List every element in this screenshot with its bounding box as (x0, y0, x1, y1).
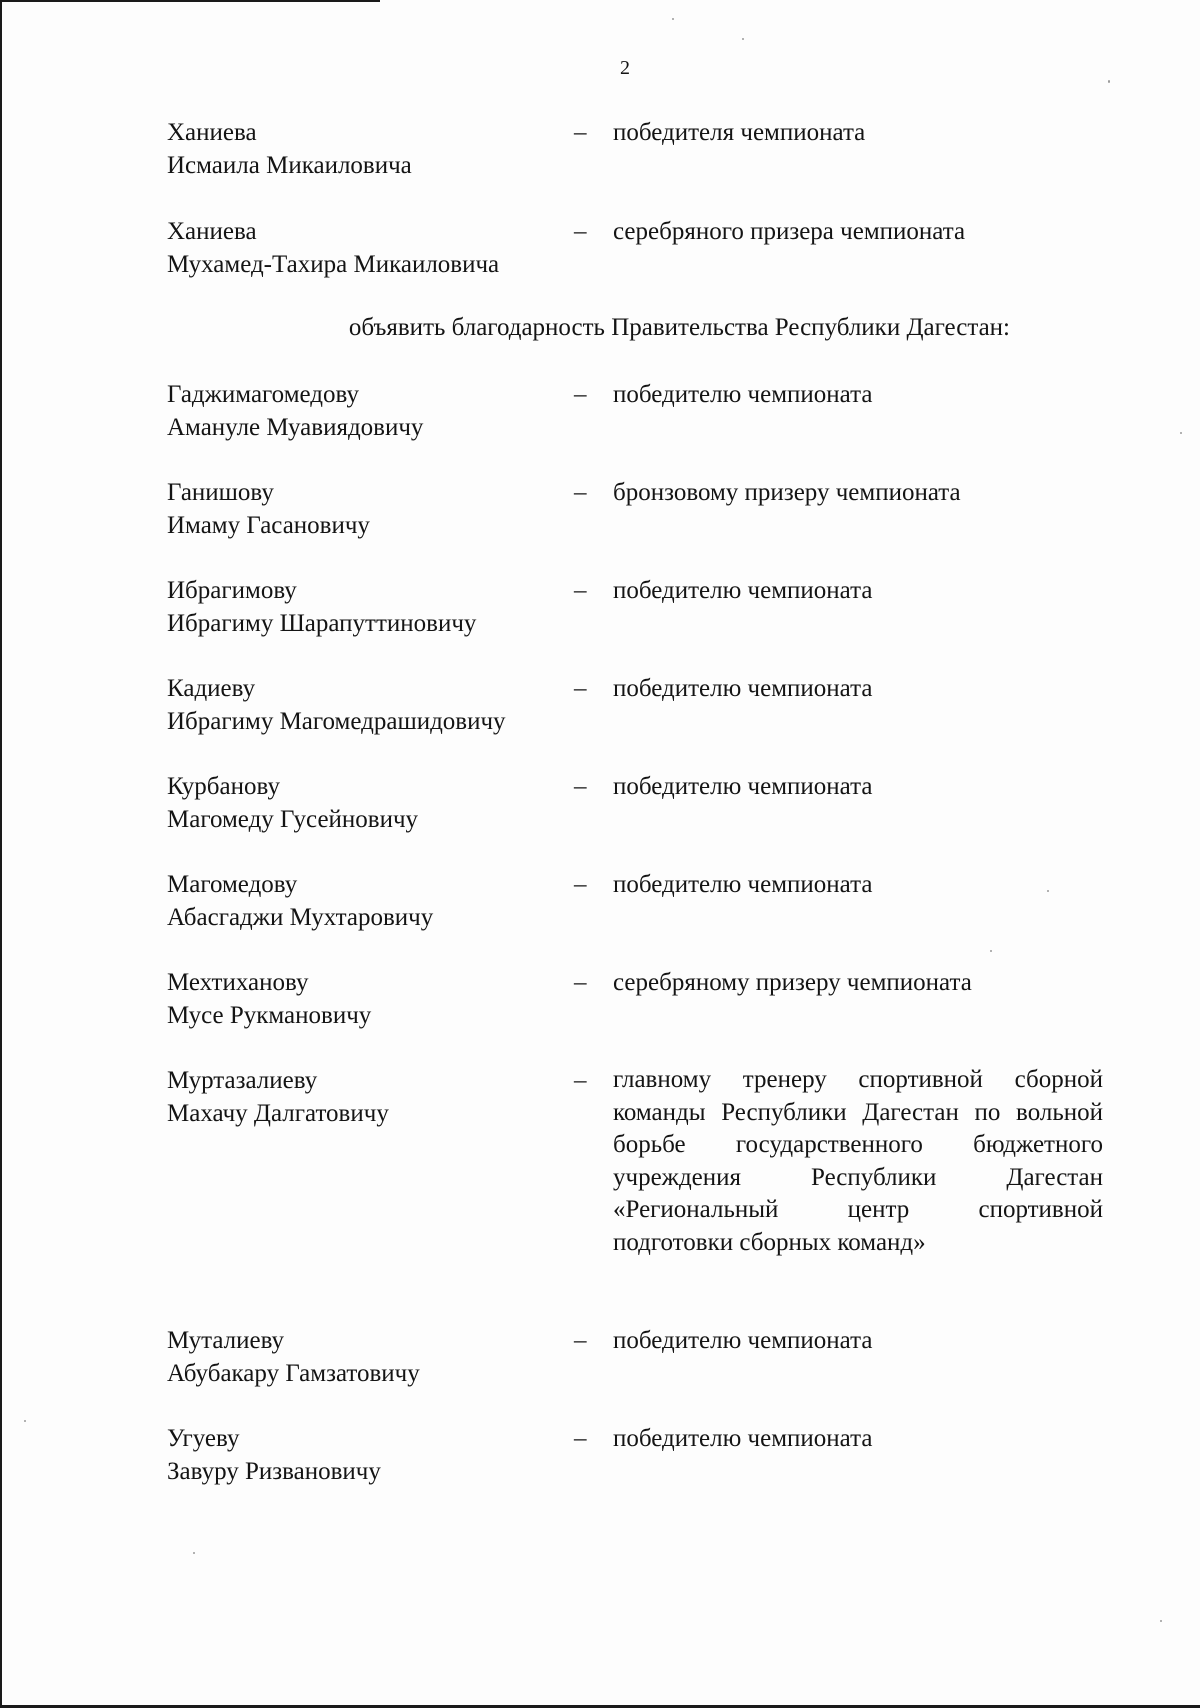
entry-dash: – (574, 119, 587, 146)
scan-speck (990, 950, 992, 952)
entry-dash: – (574, 577, 587, 604)
award-description: победителю чемпионата (613, 1425, 873, 1452)
recipient-given-name: Махачу Далгатовичу (167, 1100, 389, 1127)
entry-dash: – (574, 1067, 587, 1094)
recipient-given-name: Абубакару Гамзатовичу (167, 1360, 420, 1387)
recipient-given-name: Магомеду Гусейновичу (167, 806, 419, 833)
recipient-name (167, 868, 557, 934)
entry-dash: – (574, 773, 587, 800)
recipient-name (167, 476, 557, 542)
recipient-name (167, 378, 557, 444)
recipient-name (167, 672, 557, 738)
entry-dash: – (574, 381, 587, 408)
scan-speck (1108, 80, 1110, 83)
recipient-given-name: Амануле Муавиядовичу (167, 414, 424, 441)
recipient-given-name: Ибрагиму Шарапуттиновичу (167, 610, 477, 637)
recipient-surname: Ганишову (167, 479, 274, 506)
scan-speck (24, 1420, 26, 1422)
recipient-surname: Муталиеву (167, 1327, 285, 1354)
scan-speck (193, 1552, 195, 1554)
scan-speck (672, 18, 674, 20)
award-description: победителю чемпионата (613, 675, 873, 702)
recipient-given-name: Исмаила Микаиловича (167, 152, 412, 179)
recipient-surname: Магомедову (167, 871, 298, 898)
scan-speck (1160, 1620, 1162, 1622)
award-description: победителю чемпионата (613, 381, 873, 408)
recipient-surname: Муртазалиеву (167, 1067, 318, 1094)
recipient-surname: Мехтиханову (167, 969, 309, 996)
recipient-surname: Ибрагимову (167, 577, 297, 604)
scan-speck (1047, 890, 1049, 892)
scan-speck (742, 38, 744, 40)
award-description: победителю чемпионата (613, 773, 873, 800)
page-number: 2 (620, 57, 630, 79)
recipient-name (167, 1324, 557, 1390)
recipient-surname: Ханиева (167, 218, 257, 245)
recipient-given-name: Ибрагиму Магомедрашидовичу (167, 708, 506, 735)
recipient-given-name: Завуру Ризвановичу (167, 1458, 381, 1485)
entry-dash: – (574, 1425, 587, 1452)
award-description: победителю чемпионата (613, 871, 873, 898)
award-description: серебряному призеру чемпионата (613, 969, 972, 996)
recipient-name (167, 1422, 557, 1488)
recipient-given-name: Имаму Гасановичу (167, 512, 370, 539)
recipient-name (167, 574, 557, 640)
recipient-surname: Угуеву (167, 1425, 240, 1452)
award-description: серебряного призера чемпионата (613, 218, 966, 245)
recipient-surname: Курбанову (167, 773, 280, 800)
entry-dash: – (574, 218, 587, 245)
recipient-name (167, 116, 557, 182)
recipient-given-name: Мухамед-Тахира Микаиловича (167, 251, 500, 278)
recipient-surname: Кадиеву (167, 675, 256, 702)
entry-dash: – (574, 969, 587, 996)
recipient-name (167, 770, 557, 836)
recipient-surname: Ханиева (167, 119, 257, 146)
award-description: бронзовому призеру чемпионата (613, 479, 961, 506)
scan-border-left (0, 0, 2, 1708)
entry-dash: – (574, 871, 587, 898)
recipient-given-name: Мусе Рукмановичу (167, 1002, 372, 1029)
scan-speck (1180, 432, 1182, 434)
entry-dash: – (574, 1327, 587, 1354)
award-description: главному тренеру спортивной сборной команды Республики Дагестан по вольной борьбе государственного бюджетного учреждения Республики Дагестан «Региональный центр спортивной подготовки сборных команд» (613, 1066, 1103, 1256)
award-description: победителю чемпионата (613, 1327, 873, 1354)
recipient-surname: Гаджимагомедову (167, 381, 359, 408)
award-description: победителю чемпионата (613, 577, 873, 604)
scan-border-top (0, 0, 380, 2)
entry-dash: – (574, 675, 587, 702)
award-description: победителя чемпионата (613, 119, 866, 146)
entry-dash: – (574, 479, 587, 506)
recipient-given-name: Абасгаджи Мухтаровичу (167, 904, 434, 931)
recipient-name (167, 1064, 557, 1130)
section-heading: объявить благодарность Правительства Республики Дагестан: (348, 314, 1010, 341)
recipient-name (167, 215, 557, 281)
recipient-name (167, 966, 557, 1032)
